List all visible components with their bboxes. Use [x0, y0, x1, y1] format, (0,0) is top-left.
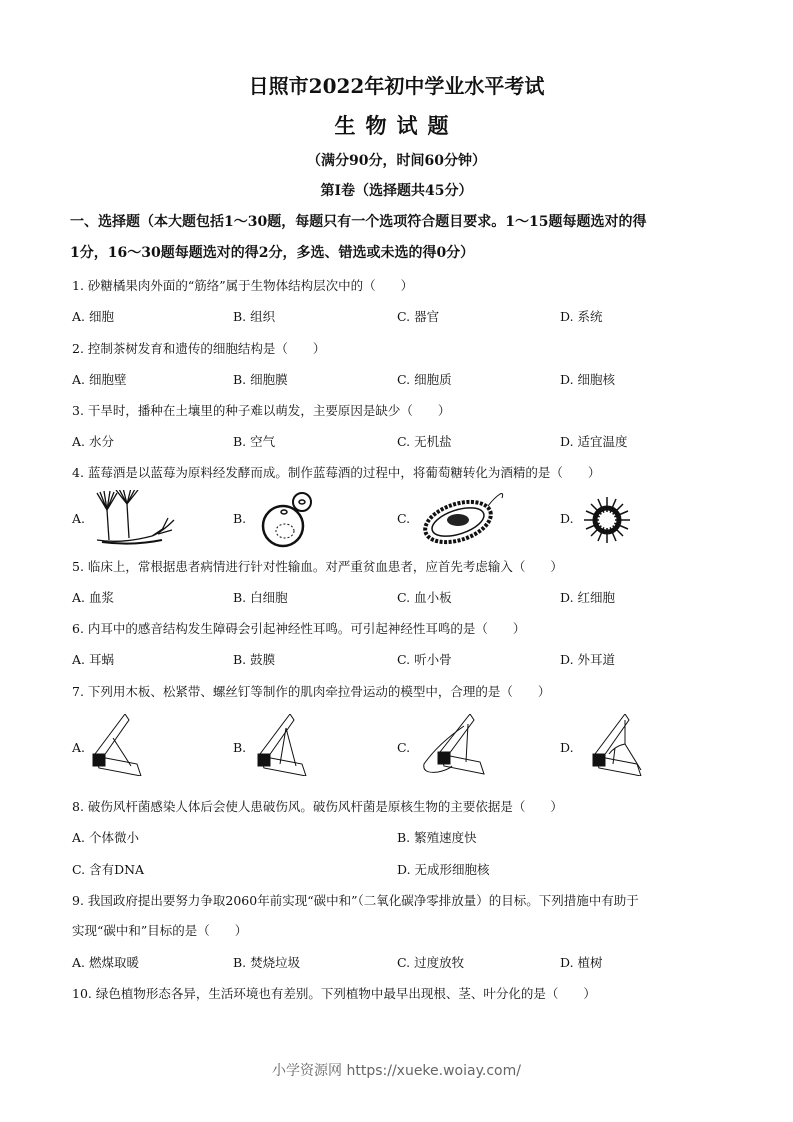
q9-option-d: D. 植树: [560, 955, 603, 970]
question-6-stem: 6. 内耳中的感音结构发生障碍会引起神经性耳鸣。可引起神经性耳鸣的是（ ）: [72, 621, 526, 636]
q7-option-c: C.: [397, 740, 411, 755]
q8-option-d: D. 无成形细胞核: [397, 862, 490, 877]
question-9-stem-cont: 实现“碳中和”目标的是（ ）: [72, 923, 248, 938]
section-line-1: 一、选择题（本大题包括1～30题，每题只有一个选项符合题目要求。1～15题每题选对的得: [70, 214, 647, 230]
q7-option-d: D.: [560, 740, 574, 755]
muscle-model-b: [250, 714, 320, 776]
question-10-stem: 10. 绿色植物形态各异，生活环境也有差别。下列植物中最早出现根、茎、叶分化的是（ ）: [72, 986, 596, 1001]
virus-image: [582, 495, 632, 545]
q9-option-a: A. 燃煤取暖: [72, 955, 139, 970]
q6-option-a: A. 耳蜗: [72, 652, 114, 667]
question-9-stem: 9. 我国政府提出要努力争取2060年前实现“碳中和”（二氧化碳净零排放量）的目标。下列措施中有助于: [72, 893, 639, 908]
bacterium-image: [420, 492, 510, 547]
section-instructions: [70, 207, 730, 269]
question-4-stem: 4. 蓝莓酒是以蓝莓为原料经发酵而成。制作蓝莓酒的过程中，将葡萄糖转化为酒精的是（ ）: [72, 465, 601, 480]
q6-option-b: B. 鼓膜: [233, 652, 276, 667]
q2-option-c: C. 细胞质: [397, 372, 452, 387]
question-5-stem: 5. 临床上，常根据患者病情进行针对性输血。对严重贫血患者，应首先考虑输入（ ）: [72, 559, 563, 574]
q4-option-c: C.: [397, 511, 411, 526]
muscle-model-d: [585, 714, 655, 776]
score-time: （满分90分，时间60分钟）: [307, 153, 486, 169]
q9-option-b: B. 焚烧垃圾: [233, 955, 301, 970]
muscle-model-a: [85, 714, 155, 776]
q4-option-d: D.: [560, 511, 574, 526]
q7-option-a: A.: [72, 740, 86, 755]
q8-option-b: B. 繁殖速度快: [397, 830, 477, 845]
q2-option-a: A. 细胞壁: [72, 372, 127, 387]
yeast-image: [257, 490, 317, 550]
part-title: 第Ⅰ卷（选择题共45分）: [320, 183, 473, 199]
q8-option-a: A. 个体微小: [72, 830, 139, 845]
question-8-stem: 8. 破伤风杆菌感染人体后会使人患破伤风。破伤风杆菌是原核生物的主要依据是（ ）: [72, 799, 563, 814]
q4-option-b: B.: [233, 511, 247, 526]
q1-option-a: A. 细胞: [72, 309, 114, 324]
q3-option-a: A. 水分: [72, 434, 114, 449]
q5-option-c: C. 血小板: [397, 590, 452, 605]
muscle-model-c: [418, 714, 498, 776]
q6-option-c: C. 听小骨: [397, 652, 452, 667]
q5-option-a: A. 血浆: [72, 590, 114, 605]
exam-title: 日照市2022年初中学业水平考试: [248, 74, 545, 98]
q5-option-d: D. 红细胞: [560, 590, 616, 605]
q4-option-a: A.: [72, 511, 86, 526]
q1-option-d: D. 系统: [560, 309, 603, 324]
q2-option-d: D. 细胞核: [560, 372, 616, 387]
watermark: 小学资源网 https://xueke.woiay.com/: [272, 1063, 521, 1079]
mold-image: [92, 490, 182, 548]
q3-option-b: B. 空气: [233, 434, 276, 449]
question-2-stem: 2. 控制茶树发育和遗传的细胞结构是（ ）: [72, 341, 326, 356]
question-3-stem: 3. 干旱时，播种在土壤里的种子难以萌发，主要原因是缺少（ ）: [72, 403, 451, 418]
q1-option-c: C. 器官: [397, 309, 440, 324]
q7-option-b: B.: [233, 740, 247, 755]
subject-title: 生物试题: [334, 113, 459, 138]
q3-option-c: C. 无机盐: [397, 434, 452, 449]
q9-option-c: C. 过度放牧: [397, 955, 465, 970]
question-7-stem: 7. 下列用木板、松紧带、螺丝钉等制作的肌肉牵拉骨运动的模型中，合理的是（ ）: [72, 684, 551, 699]
q8-option-c: C. 含有DNA: [72, 862, 145, 877]
q1-option-b: B. 组织: [233, 309, 276, 324]
q2-option-b: B. 细胞膜: [233, 372, 288, 387]
q6-option-d: D. 外耳道: [560, 652, 616, 667]
q3-option-d: D. 适宜温度: [560, 434, 628, 449]
question-1-stem: 1. 砂糖橘果肉外面的“筋络”属于生物体结构层次中的（ ）: [72, 278, 414, 293]
q5-option-b: B. 白细胞: [233, 590, 288, 605]
section-line-2: 1分，16～30题每题选对的得2分，多选、错选或未选的得0分）: [70, 245, 475, 261]
